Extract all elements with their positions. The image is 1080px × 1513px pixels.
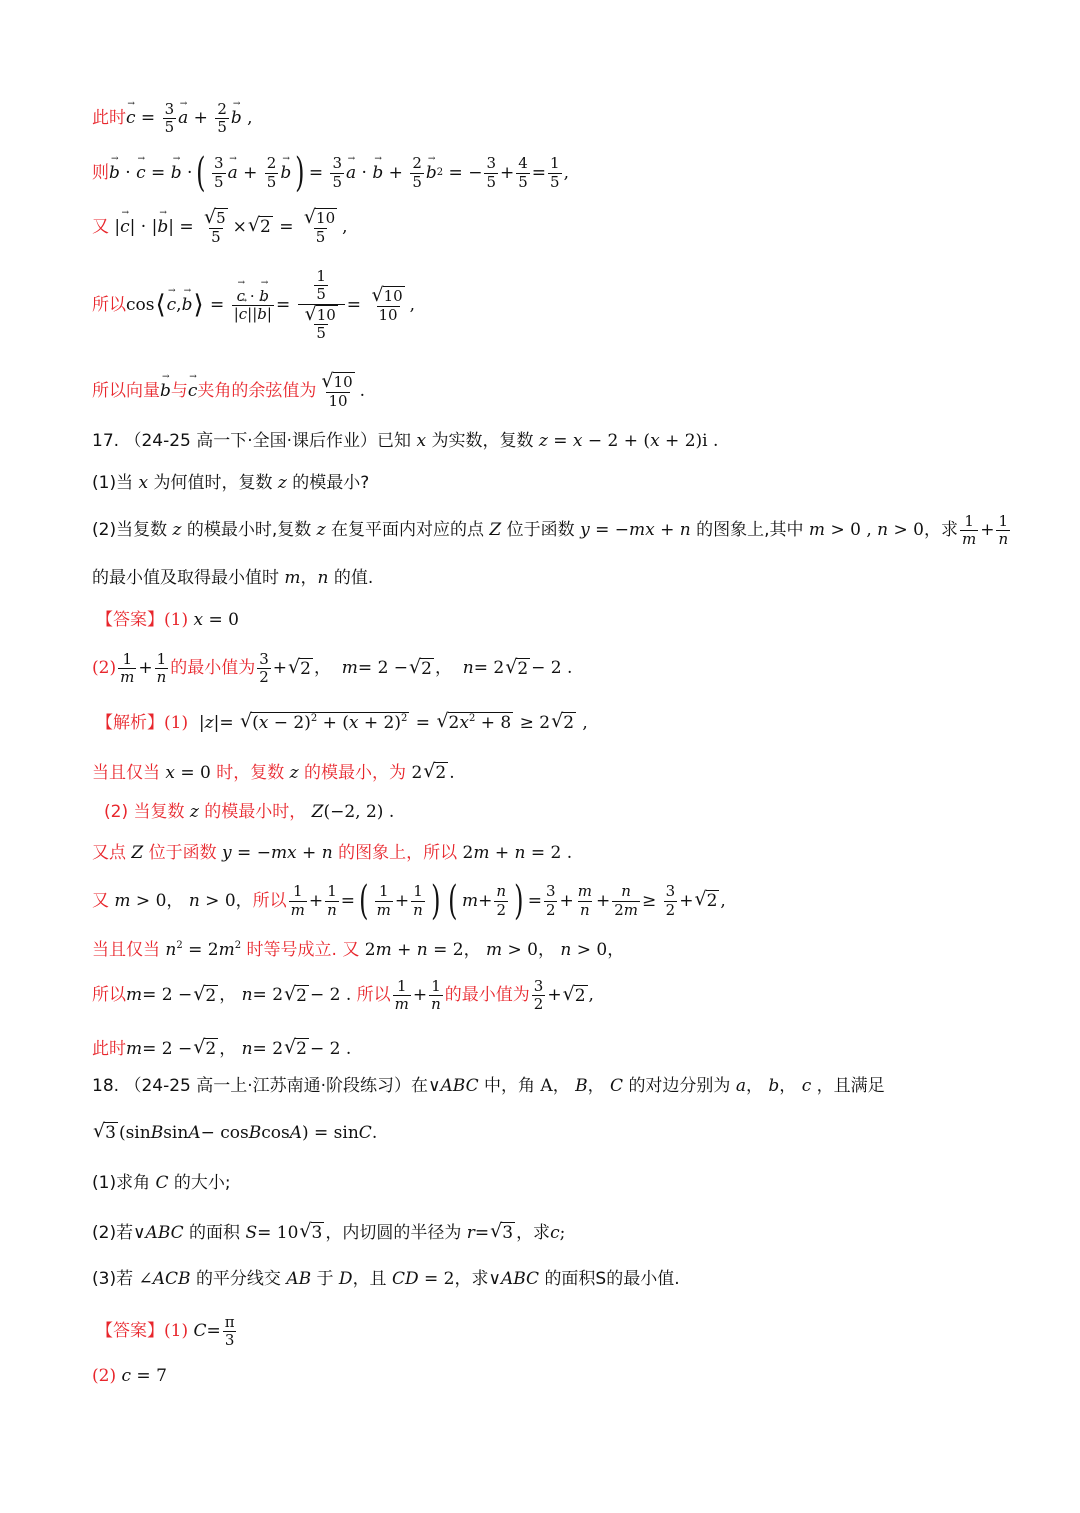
question-17-solution-6 — [92, 941, 624, 959]
text-fragment: 的最小值及取得最小值时 — [92, 568, 279, 588]
text-fragment: 所以 — [356, 985, 391, 1006]
text-fragment: (2) — [92, 1366, 117, 1386]
text-fragment: (2) 当复数 — [104, 802, 185, 822]
math: $\frac{1}{m}$ + $\frac{1}{n}$ — [394, 977, 441, 1014]
text-fragment: ，且满足 — [816, 1076, 885, 1096]
text-fragment: 中，角 — [484, 1076, 536, 1096]
solution-tag: 【解析】 — [96, 712, 164, 733]
math: Z — [484, 520, 507, 541]
text-fragment: 的面积 — [189, 1222, 241, 1243]
text-fragment: 时，复数 — [216, 762, 285, 783]
math: z — [272, 473, 293, 493]
question-17-part-2 — [92, 513, 1012, 549]
math: ∠ACB — [133, 1269, 191, 1289]
math: x — [133, 473, 154, 493]
math: D — [333, 1269, 353, 1289]
text-fragment: 夹角的余弦值为 — [197, 380, 317, 401]
question-17-solution-7 — [92, 978, 594, 1014]
math: A， B， C — [535, 1076, 624, 1096]
text-fragment: 的大小; — [173, 1173, 231, 1193]
text-fragment: 的模最小时,复数 — [186, 520, 312, 541]
text-fragment: 此时 — [92, 108, 126, 129]
math: S = 10 √ 3 — [245, 1220, 323, 1243]
text-fragment: 于 — [316, 1269, 334, 1289]
solution-line-conclusion — [92, 372, 365, 410]
math: Z — [126, 843, 149, 863]
text-fragment: ，求 — [516, 1222, 551, 1243]
question-18-part-3 — [92, 1271, 680, 1288]
text-fragment: 时等号成立. 又 — [246, 939, 360, 960]
question-17-solution-1 — [96, 712, 588, 734]
text-fragment: 此时 — [92, 1038, 126, 1059]
math: m = 2 − √ 2 ， n = 2 √ 2 − 2 . — [126, 982, 357, 1006]
answer-tag: 【答案】 — [96, 1321, 164, 1342]
text-fragment: ，内切圆的半径为 — [325, 1222, 462, 1243]
question-18-answer-1 — [96, 1314, 239, 1350]
question-17-solution-3 — [104, 804, 394, 821]
text-fragment: 17. （24-25 高一下·全国·课后作业）已知 — [92, 431, 412, 451]
text-fragment: (1) — [164, 1321, 189, 1342]
math: r = √ 3 — [466, 1220, 514, 1243]
math: $\frac{1}{m}$ + $\frac{1}{n}$ — [961, 512, 1009, 549]
text-fragment: 当且仅当 — [92, 762, 160, 783]
text-fragment: 所以 — [92, 985, 126, 1006]
math: z — [284, 762, 305, 783]
text-fragment: 18. （24-25 高一上·江苏南通·阶段练习）在 — [92, 1076, 429, 1096]
text-fragment: 的最小值为 — [170, 658, 256, 679]
solution-line-c-expression — [92, 101, 253, 137]
answer-tag: 【答案】 — [96, 610, 164, 630]
math: C = $\frac{\pi}{3}$ — [193, 1313, 235, 1350]
math: a， b， c — [735, 1076, 812, 1096]
math: √ 10 10 . — [321, 370, 366, 410]
math: $\frac{1}{m}$ + $\frac{1}{n}$ — [120, 650, 167, 687]
math: → b — [160, 383, 171, 400]
math: cos ⟨ → c , → b ⟩ = → $\frac{c \cdot \to b}{|\to c||\to b|}$ = $\frac{1}{5}$ √ 10 5 = √ 10 10 , — [126, 268, 415, 343]
math: C — [150, 1173, 174, 1193]
text-fragment: 所以向量 — [92, 380, 160, 401]
text-fragment: 位于函数 — [506, 520, 575, 541]
text-fragment: 为实数，复数 — [431, 431, 534, 451]
question-17-part-2-cont — [92, 570, 373, 587]
text-fragment: 在复平面内对应的点 — [331, 520, 485, 541]
math: AB — [280, 1269, 317, 1289]
question-17-answer-1 — [96, 612, 239, 629]
text-fragment: 则 — [92, 162, 109, 183]
math: | z |= √ $(x - 2)^2 + (x + 2)^2$ = √ $2x^2 + 8$ ≥ 2 √ 2 , — [188, 710, 588, 733]
question-18-answer-2 — [92, 1368, 167, 1385]
math: z = x − 2 + (x + 2)i . — [538, 431, 719, 451]
question-17-part-1 — [92, 475, 369, 492]
math: 2 √ 2 . — [406, 760, 455, 783]
text-fragment: 的图象上，所以 — [338, 843, 458, 863]
math: $\frac{3}{2}$ + √ 2 ， m = 2 − √ 2 ， n = 2 √ 2 − 2 . — [259, 650, 573, 687]
text-fragment: 的对边分别为 — [628, 1076, 731, 1096]
math: y = −mx + n — [580, 520, 691, 541]
question-17-solution-5 — [92, 878, 726, 924]
question-17-solution-4 — [92, 845, 572, 862]
text-fragment: 当且仅当 — [92, 939, 160, 960]
text-fragment: 所以 — [92, 294, 126, 315]
math: x — [411, 431, 432, 451]
text-fragment: ，求 — [454, 1269, 489, 1289]
question-18-equation — [92, 1122, 377, 1144]
text-fragment: 与 — [170, 380, 188, 401]
question-17-stem — [92, 433, 718, 450]
math: √ 3 (sin B sin A − cos B cos A ) = sin C . — [93, 1120, 378, 1143]
math: x = 0 — [165, 762, 217, 783]
text-fragment: (1) — [164, 610, 189, 630]
math: y = −mx + n — [222, 843, 333, 863]
solution-line-magnitudes — [92, 208, 348, 246]
math: x = 0 — [193, 610, 239, 630]
text-fragment: ，且 — [352, 1269, 387, 1289]
math: z — [184, 802, 205, 822]
question-18-part-2 — [92, 1222, 565, 1244]
text-fragment: (2)若 — [92, 1222, 134, 1243]
text-fragment: (1)求角 — [92, 1173, 151, 1193]
text-fragment: (2) — [92, 658, 117, 679]
math: ∨ABC — [428, 1076, 479, 1096]
math: c = 7 — [121, 1366, 167, 1386]
math: CD = 2 — [391, 1269, 455, 1289]
text-fragment: 的模最小时， — [204, 802, 307, 822]
text-fragment: 的平分线交 — [195, 1269, 281, 1289]
math: $n^2 = 2m^2$ — [165, 940, 242, 960]
text-fragment: 的模最小，为 — [304, 762, 407, 783]
math: m > 0 , n > 0 — [808, 520, 924, 541]
text-fragment: ，求 — [923, 520, 958, 541]
math: → c — [188, 383, 198, 400]
text-fragment: 又 — [92, 890, 109, 911]
text-fragment: 的图象上,其中 — [696, 520, 804, 541]
math: ∨ABC — [133, 1222, 184, 1243]
question-17-answer-2 — [92, 651, 572, 687]
question-17-solution-2 — [92, 762, 455, 784]
text-fragment: 的最小值为 — [444, 985, 530, 1006]
math: z — [311, 520, 332, 541]
text-fragment: 位于函数 — [148, 843, 217, 863]
math: m = 2 − √ 2 ， n = 2 √ 2 − 2 . — [126, 1036, 352, 1059]
text-fragment: 的值. — [333, 568, 374, 588]
question-18-stem — [92, 1078, 885, 1095]
question-18-part-1 — [92, 1175, 231, 1192]
math: $\frac{1}{m}$ + $\frac{1}{n}$ = ( $\frac{1}{m}$ + $\frac{1}{n}$ ) ( m + $\frac{n}{2}$ ) = $\frac{3}{2}$ + $\frac{m}{n}$ + $\frac{n}{2m}$ ≥ $\frac{3}{2}$ + √ 2 , — [290, 878, 726, 924]
solution-line-dot-product — [92, 150, 569, 196]
math: ∨ABC — [488, 1269, 540, 1289]
math: 2m + n = 2 . — [457, 843, 573, 863]
text-fragment: 为何值时，复数 — [153, 473, 273, 493]
math: 2m + n = 2， m > 0， n > 0， — [359, 939, 625, 960]
text-fragment: 的模最小? — [292, 473, 370, 493]
text-fragment: 又 — [92, 216, 109, 237]
text-fragment: 又点 — [92, 843, 126, 863]
text-fragment: 所以 — [252, 890, 287, 911]
math: → b · → c = → b · ( $\frac{3}{5}$ → a + $\frac{2}{5}$ → b ) = $\frac{3}{5}$ → a · → b + $\frac{2}{5}$ → b 2 = − $\frac{3}{5}$ + $\frac{4}{5}$ = $\frac{1}{5}$ , — [109, 153, 569, 193]
math: | → c | · | → b | = √ 5 5 × √ 2 = √ 10 5 , — [109, 208, 348, 246]
text-fragment: (3)若 — [92, 1269, 134, 1289]
math: z — [167, 520, 187, 541]
math: Z(−2, 2) . — [311, 802, 395, 822]
math: → c = $\frac{3}{5}$ → a + $\frac{2}{5}$ → b , — [126, 101, 253, 137]
text-fragment: (1) — [164, 712, 189, 733]
math: $\frac{3}{2}$ + √ 2 , — [533, 977, 594, 1014]
math: m，n — [284, 568, 329, 588]
math: c; — [550, 1222, 566, 1243]
text-fragment: 的面积S的最小值. — [544, 1269, 680, 1289]
text-fragment: (2)当复数 — [92, 520, 168, 541]
text-fragment: (1)当 — [92, 473, 134, 493]
question-17-solution-8 — [92, 1038, 351, 1060]
math: m > 0， n > 0， — [114, 890, 253, 911]
solution-line-cosine — [92, 268, 415, 343]
